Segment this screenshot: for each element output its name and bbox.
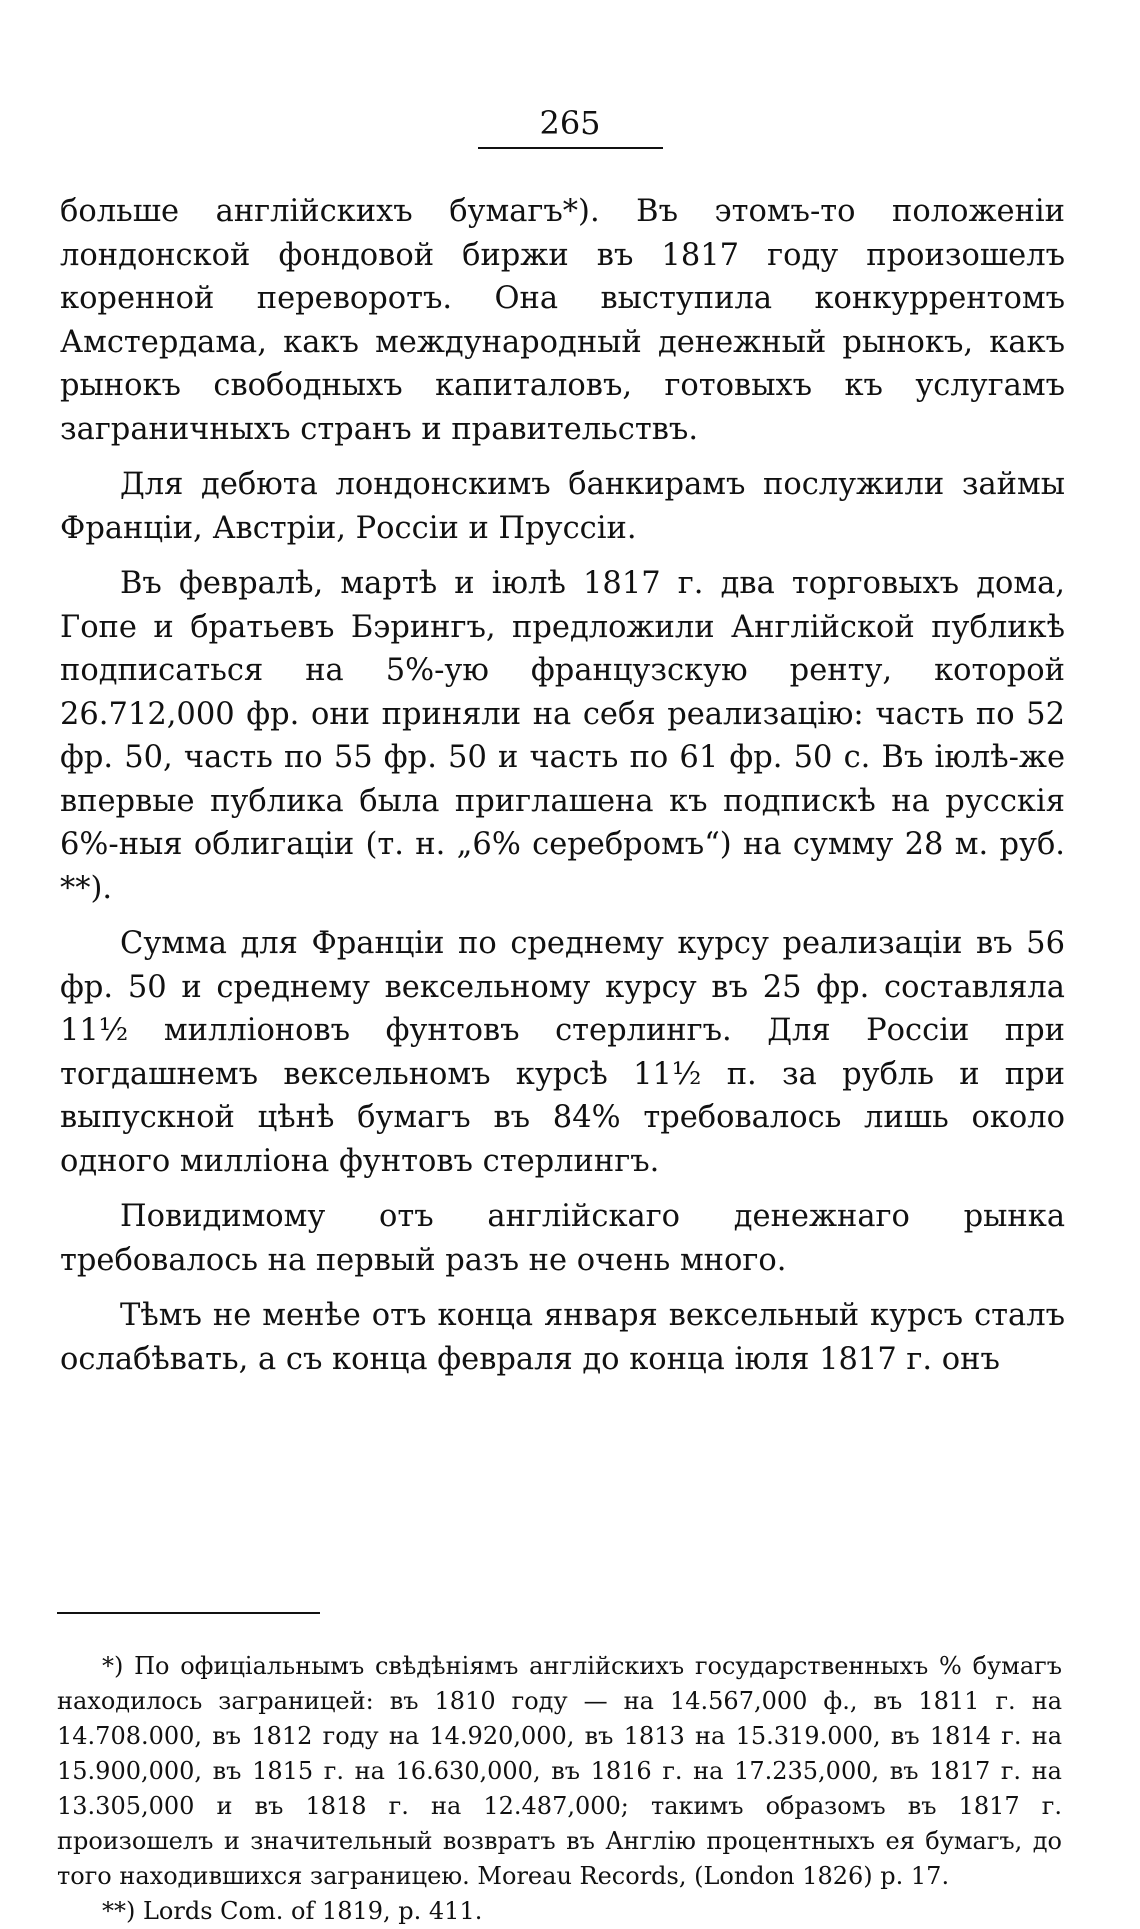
- paragraph: больше англійскихъ бумагъ*). Въ этомъ-то положеніи лондонской фондовой биржи въ 1817 году произошелъ коренной переворотъ. Она выступила конкуррентомъ Амстердама, какъ международный денежный рынокъ, какъ рынокъ свободныхъ капиталовъ, готовыхъ къ услугамъ заграничныхъ странъ и правительствъ.: [60, 194, 1065, 447]
- paragraph: Сумма для Франціи по среднему курсу реализаціи въ 56 фр. 50 и среднему вексельному курсу въ 25 фр. составляла 11½ милліоновъ фунтовъ стерлингъ. Для Россіи при тогдашнемъ вексельномъ курсѣ 11½ п. за рубль и при выпускной цѣнѣ бумагъ въ 84% требовалось лишь около одного милліона фунтовъ стерлингъ.: [60, 926, 1065, 1179]
- footnote-rule: [57, 1612, 320, 1614]
- paragraph: Повидимому отъ англійскаго денежнаго рынка требовалось на первый разъ не очень много.: [60, 1199, 1065, 1278]
- header-rule: [478, 147, 663, 149]
- footnotes: [57, 1649, 1062, 1929]
- paragraph: Для дебюта лондонскимъ банкирамъ послужили займы Франціи, Австріи, Россіи и Пруссіи.: [60, 467, 1065, 546]
- page-number: 265: [539, 104, 601, 142]
- paragraph: Тѣмъ не менѣе отъ конца января вексельный курсъ сталъ ослабѣвать, а съ конца февраля до конца іюля 1817 г. онъ: [60, 1298, 1065, 1377]
- main-text: [60, 190, 1065, 1393]
- footnote: *) По офиціальнымъ свѣдѣніямъ англійскихъ государственныхъ % бумагъ находилось заграницей: въ 1810 году — на 14.567,000 ф., въ 1811 г. на 14.708.000, въ 1812 году на 14.920,000, въ 1813 на 15.319.000, въ 1814 г. на 15.900,000, въ 1815 г. на 16.630,000, въ 1816 г. на 17.235,000, въ 1817 г. на 13.305,000 и въ 1818 г. на 12.487,000; такимъ образомъ въ 1817 г. произошелъ и значительный возвратъ въ Англію процентныхъ ея бумагъ, до того находившихся заграницею. Moreau Records, (London 1826) p. 17.: [57, 1652, 1062, 1890]
- paragraph: Въ февралѣ, мартѣ и іюлѣ 1817 г. два торговыхъ дома, Гопе и братьевъ Бэрингъ, предложили Англійской публикѣ подписаться на 5%-ую французскую ренту, которой 26.712,000 фр. они приняли на себя реализацію: часть по 52 фр. 50, часть по 55 фр. 50 и часть по 61 фр. 50 с. Въ іюлѣ-же впервые публика была приглашена къ подпискѣ на русскія 6%-ныя облигаціи (т. н. „6% серебромъ“) на сумму 28 м. руб. **).: [60, 566, 1065, 906]
- footnote: **) Lords Com. of 1819, p. 411.: [102, 1897, 483, 1925]
